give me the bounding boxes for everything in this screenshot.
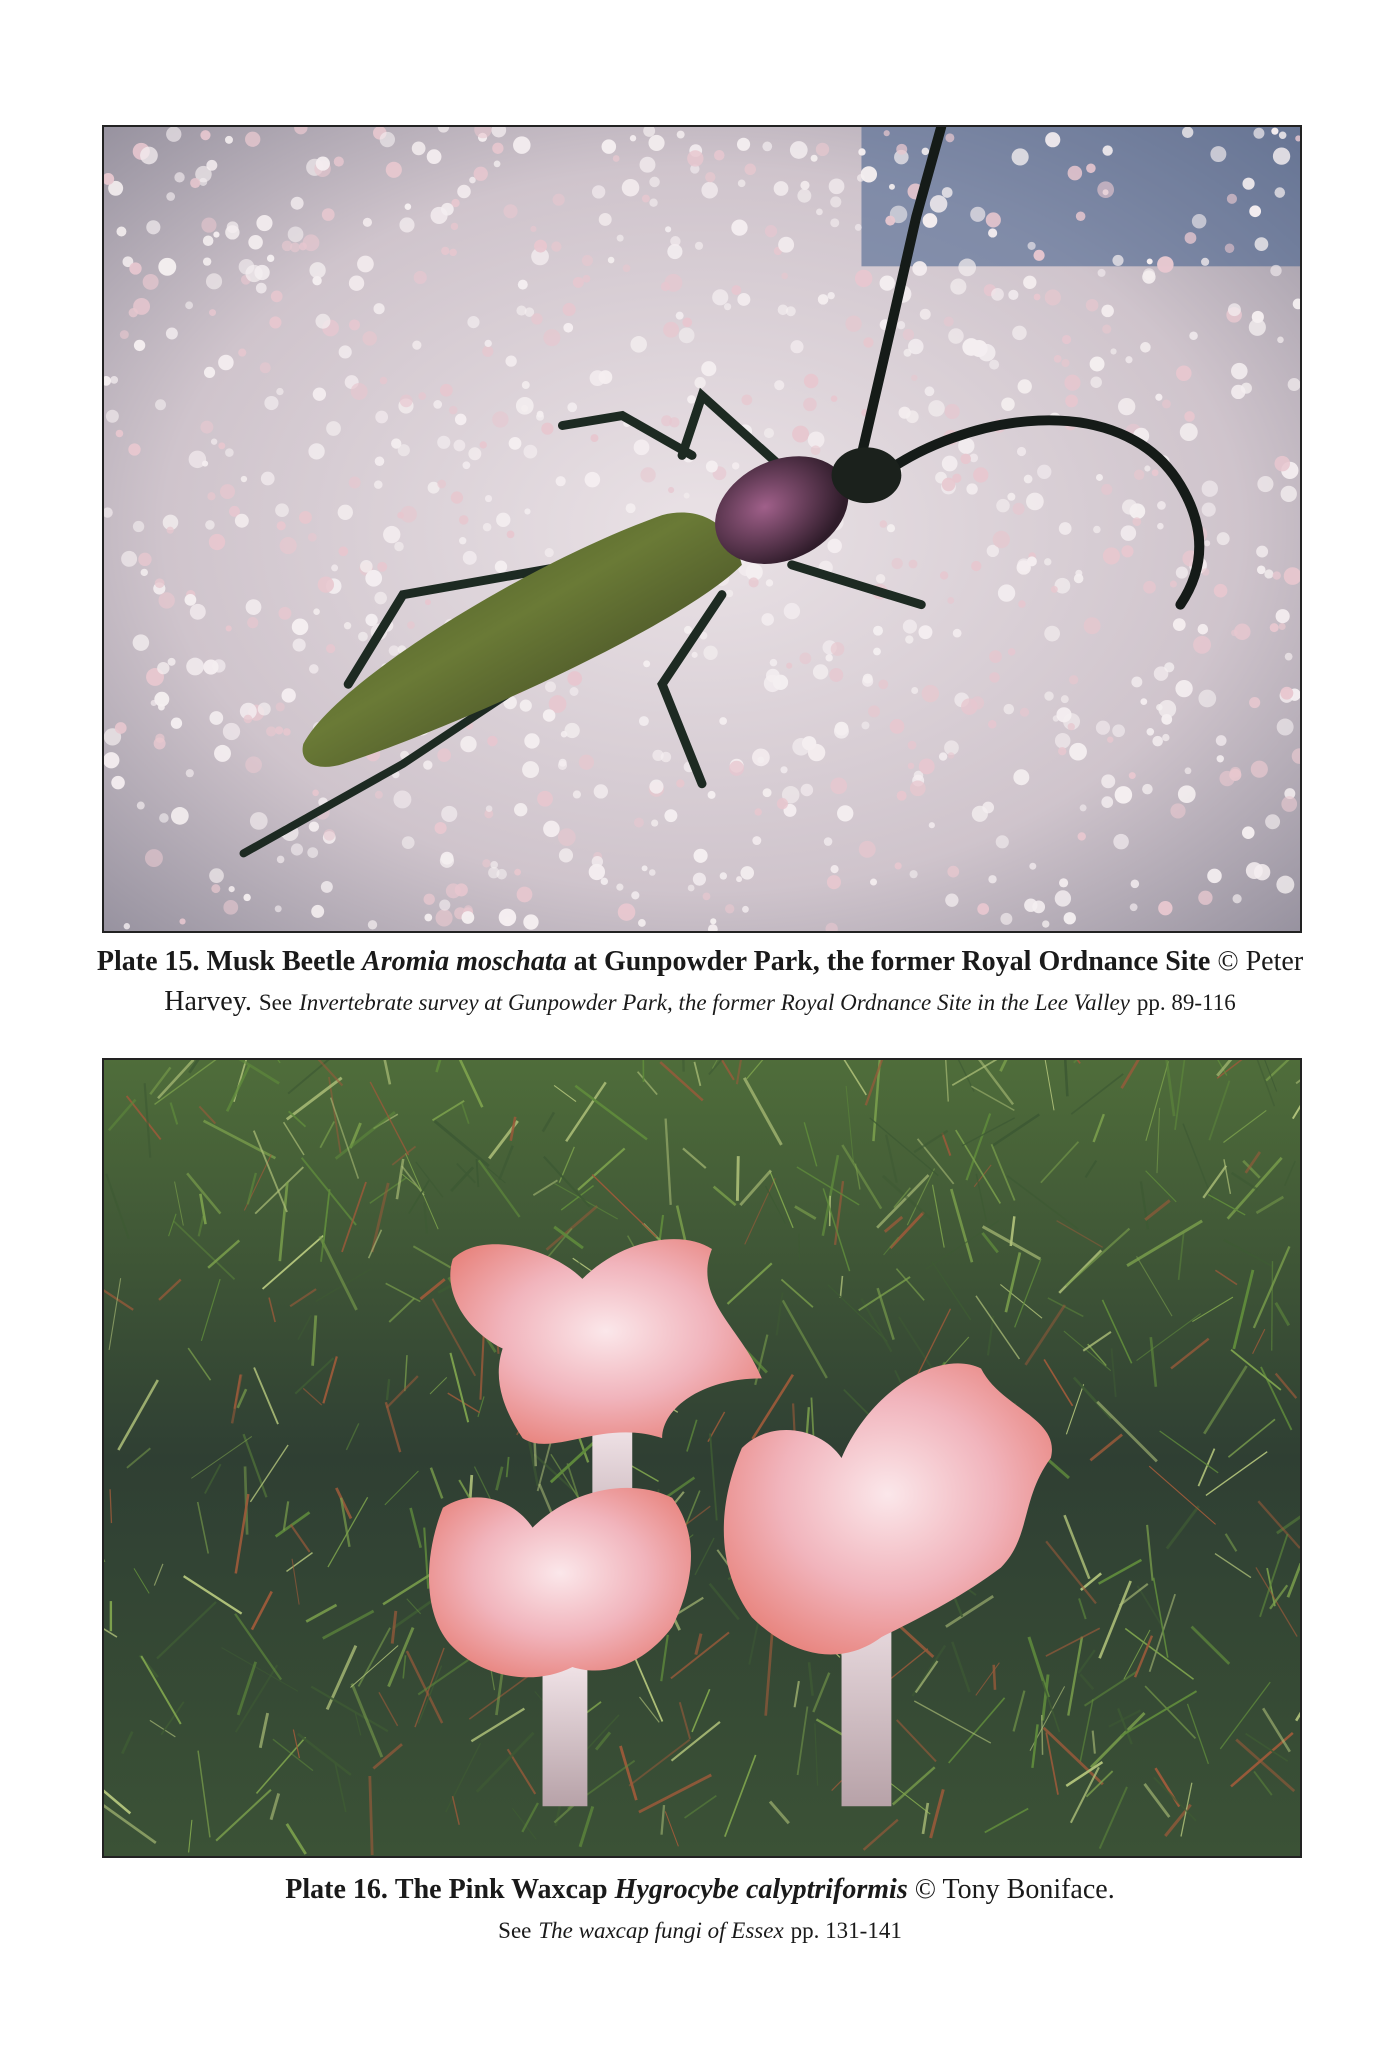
plate-15-caption-line-1 (60, 942, 1340, 982)
plate-15-caption-line-2 (60, 982, 1340, 1023)
plate-15-label: Plate 15. (96, 946, 200, 977)
plate-16-caption-line-2 (60, 1910, 1340, 1951)
plate-16-caption (60, 1870, 1340, 1951)
plate-16-scientific-name: Hygrocybe calyptriformis (614, 1874, 908, 1905)
plate-16-photographer: Tony Boniface. (942, 1874, 1115, 1905)
plate-15-location: at Gunpowder Park, the former Royal Ordnance Site (573, 946, 1211, 977)
plate-15-caption (60, 942, 1340, 1023)
plate-15-see-pages: pp. 89-116 (1136, 990, 1236, 1015)
plate-16-photo (102, 1058, 1302, 1858)
plate-16-label: Plate 16. (285, 1874, 388, 1905)
plate-15-photographer-first: Peter (1245, 946, 1304, 977)
copyright-icon: © (914, 1874, 936, 1905)
musk-beetle-image (104, 127, 1300, 931)
plate-15-scientific-name: Aromia moschata (362, 946, 567, 977)
plate-16-see-pages: pp. 131-141 (790, 1918, 902, 1943)
plate-16-see-prefix: See (498, 1918, 532, 1943)
plate-15-photo (102, 125, 1302, 933)
pink-waxcap-image (104, 1060, 1300, 1856)
plate-15-see-title: Invertebrate survey at Gunpowder Park, the former Royal Ordnance Site in the Lee Valley (299, 990, 1130, 1015)
plate-15-see-prefix: See (258, 990, 293, 1015)
plate-16-see-title: The waxcap fungi of Essex (538, 1918, 784, 1943)
plate-15-common-name: Musk Beetle (206, 946, 356, 977)
plate-15-photographer-last: Harvey. (164, 986, 252, 1017)
copyright-icon: © (1217, 946, 1239, 977)
plate-16-caption-line-1 (60, 1870, 1340, 1910)
plate-16-common-name: The Pink Waxcap (394, 1874, 608, 1905)
